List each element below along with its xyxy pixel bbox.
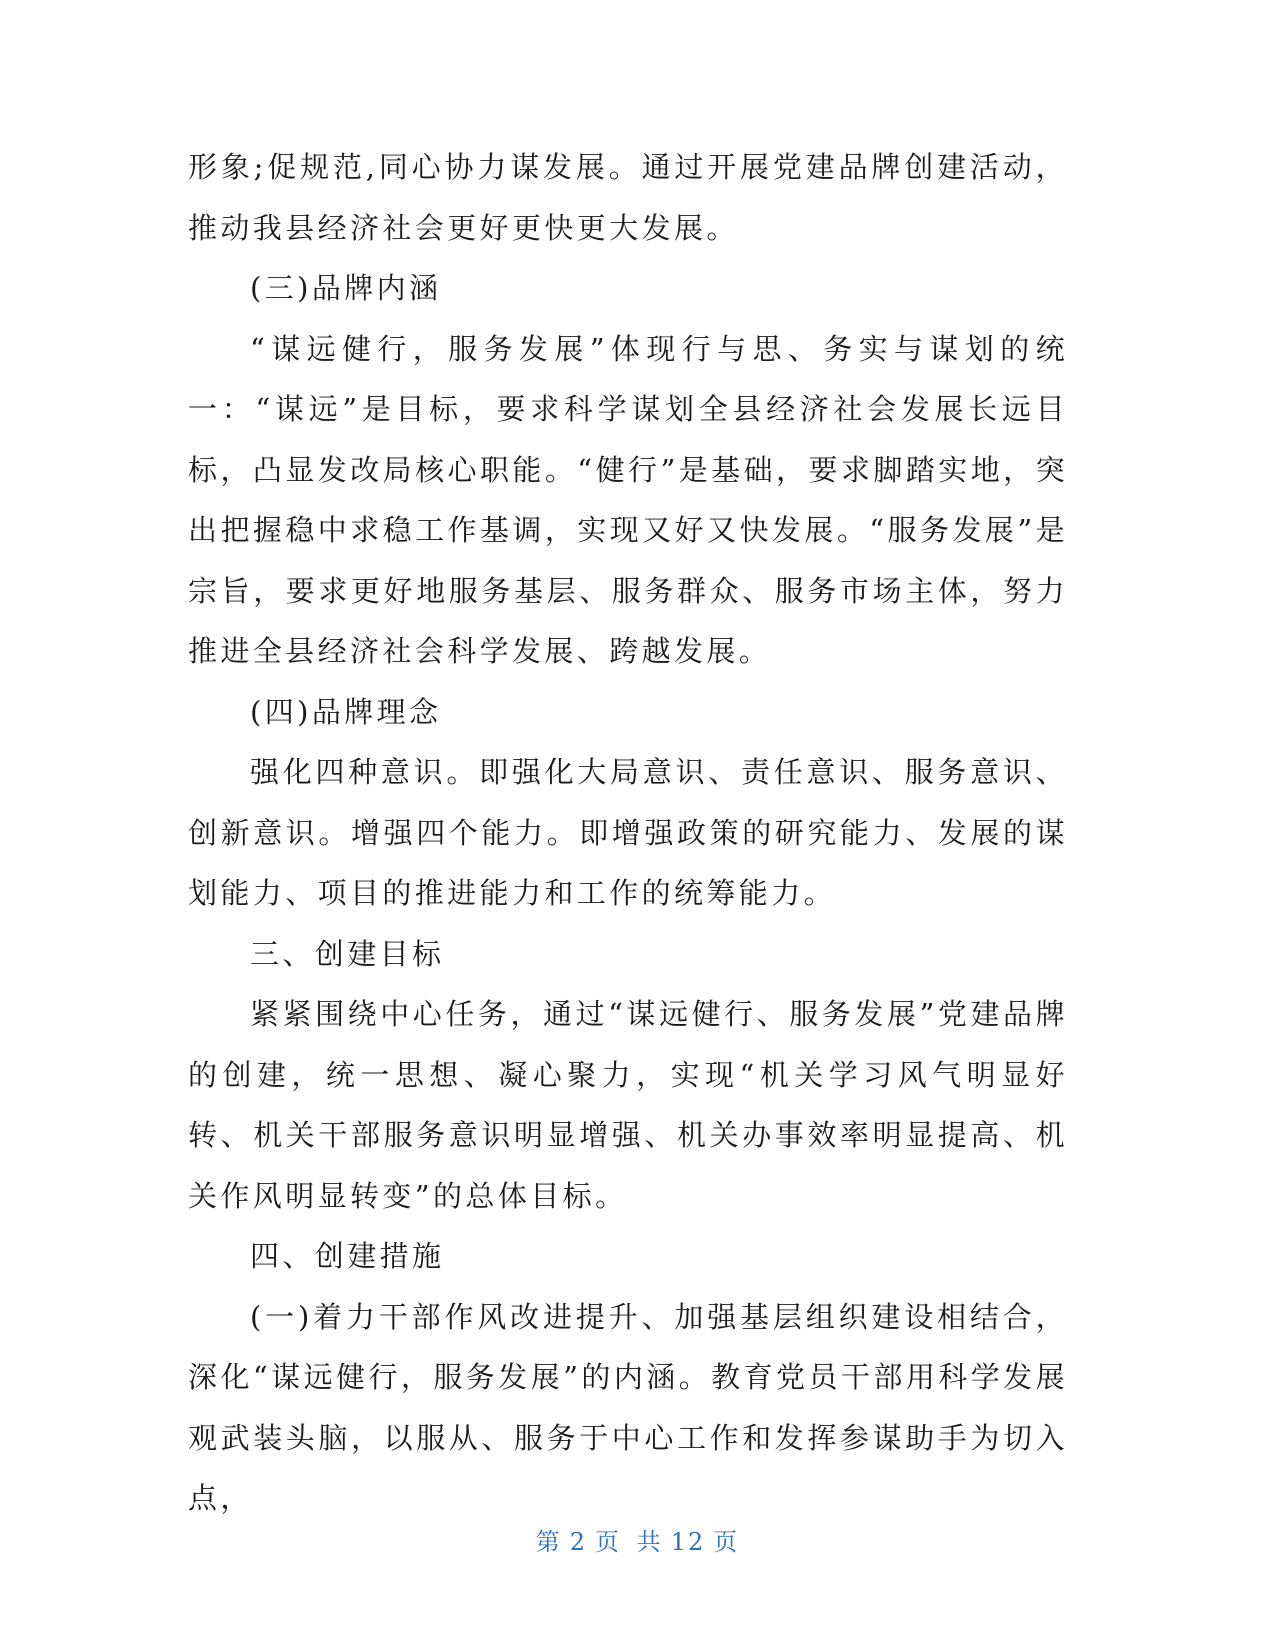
footer-suffix: 页 bbox=[713, 1528, 740, 1556]
paragraph-goals: 紧紧围绕中心任务，通过“谋远健行、服务发展”党建品牌的创建，统一思想、凝心聚力，实现“机关学习风气明显好转、机关干部服务意识明显增强、机关办事效率明显提高、机关作风明显转变”的总体目标。 bbox=[188, 997, 1068, 1213]
section-heading-measures: 四、创建措施 bbox=[250, 1239, 445, 1273]
paragraph-1: 形象;促规范,同心协力谋发展。通过开展党建品牌创建活动，推动我县经济社会更好更快更大发展。 bbox=[188, 150, 1068, 245]
document-body bbox=[188, 137, 1068, 1529]
section-heading-goals: 三、创建目标 bbox=[250, 936, 445, 971]
section-heading-brand-concept: (四)品牌理念 bbox=[250, 694, 442, 729]
section-heading-brand-connotation: (三)品牌内涵 bbox=[250, 271, 442, 305]
paragraph-measures-1: (一)着力干部作风改进提升、加强基层组织建设相结合，深化“谋远健行，服务发展”的内涵。教育党员干部用科学发展观武装头脑，以服从、服务于中心工作和发挥参谋助手为切入点， bbox=[188, 1299, 1068, 1515]
paragraph-brand-concept: 强化四种意识。即强化大局意识、责任意识、服务意识、创新意识。增强四个能力。即增强政策的研究能力、发展的谋划能力、项目的推进能力和工作的统筹能力。 bbox=[188, 755, 1068, 910]
footer-middle: 页 共 bbox=[595, 1528, 663, 1556]
paragraph-brand-connotation: “谋远健行，服务发展”体现行与思、务实与谋划的统一：“谋远”是目标，要求科学谋划全县经济社会发展长远目标，凸显发改局核心职能。“健行”是基础，要求脚踏实地，突出把握稳中求稳工作基调，实现又好又快发展。“服务发展”是宗旨，要求更好地服务基层、服务群众、服务市场主体，努力推进全县经济社会科学发展、跨越发展。 bbox=[188, 331, 1068, 668]
footer-prefix: 第 bbox=[535, 1528, 562, 1556]
page-footer bbox=[0, 1522, 1275, 1557]
footer-current-page: 2 bbox=[569, 1528, 588, 1556]
footer-total-pages: 12 bbox=[670, 1528, 706, 1556]
